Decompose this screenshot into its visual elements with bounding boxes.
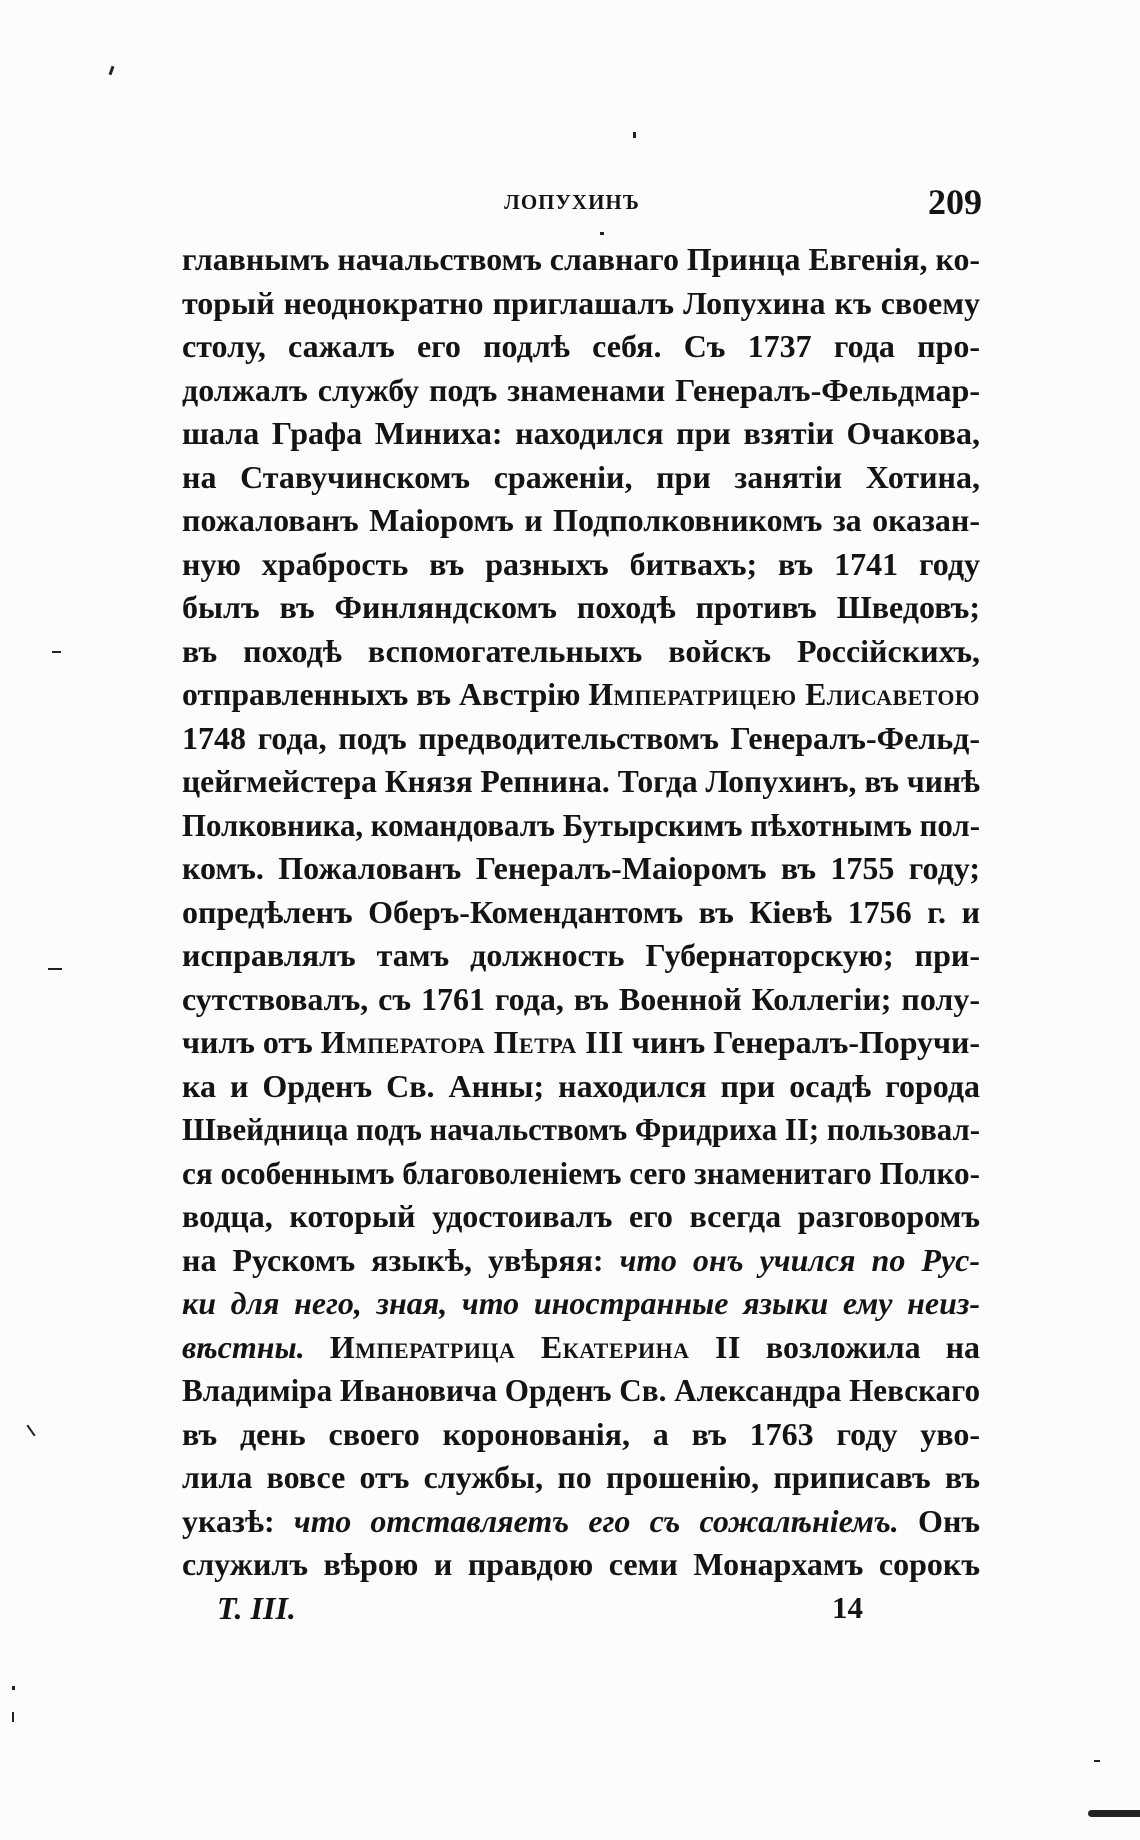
line-text: указѣ: <box>182 1502 275 1539</box>
text-line: въ день своего коронованія, а въ 1763 году уво- <box>182 1415 980 1452</box>
text-line: Владиміра Ивановича Орденъ Св. Александра Невскаго <box>182 1372 980 1408</box>
text-line: былъ въ Финляндскомъ походѣ противъ Шведовъ; <box>182 589 980 625</box>
line-text: возложила на <box>765 1328 981 1365</box>
text-line: опредѣленъ Оберъ-Комендантомъ въ Кіевѣ 1756 г. и <box>182 893 980 930</box>
text-line: водца, который удостоивалъ его всегда разговоромъ <box>182 1198 980 1234</box>
text-line: 1748 года, подъ предводительствомъ Генералъ-Фельд- <box>182 719 980 756</box>
signature-mark: 14 <box>832 1590 863 1625</box>
text-line: шала Графа Миниха: находился при взятіи Очакова, <box>182 415 980 451</box>
text-line: Полковника, командовалъ Бутырскимъ пѣхотнымъ пол- <box>182 806 980 843</box>
text-line: лила вовсе отъ службы, по прошенію, приписавъ въ <box>182 1459 980 1495</box>
text-line: пожалованъ Маіоромъ и Подполковникомъ за оказан- <box>182 502 980 538</box>
volume-mark: Т. III. <box>217 1590 296 1626</box>
text-line: главнымъ начальствомъ славнаго Принца Евгенія, ко- <box>182 241 980 277</box>
scan-speck <box>52 651 61 653</box>
text-line: служилъ вѣрою и правдою семи Монархамъ сорокъ <box>182 1546 980 1582</box>
line-text: чинъ Генералъ-Поручи- <box>631 1024 980 1060</box>
smallcaps-name: Императрица Екатерина II <box>329 1328 741 1365</box>
text-line: ся особеннымъ благоволеніемъ сего знаменитаго Полко- <box>182 1154 980 1191</box>
text-line: сутствовалъ, съ 1761 года, въ Военной Коллегіи; полу- <box>182 980 980 1017</box>
text-line <box>182 673 980 717</box>
scan-speck <box>1088 1810 1140 1817</box>
text-line <box>182 1500 980 1544</box>
scan-speck <box>600 232 604 235</box>
text-line: цейгмейстера Князя Репнина. Тогда Лопухинъ, въ чинѣ <box>182 763 980 799</box>
emphasis-text: что онъ учился по Рус- <box>619 1241 980 1278</box>
text-line <box>182 1239 980 1283</box>
scan-speck <box>109 66 115 75</box>
text-line <box>182 1021 978 1065</box>
emphasis-text: что отставляетъ его съ сожалѣніемъ. <box>293 1502 899 1539</box>
body-text <box>182 238 980 1587</box>
text-line: ка и Орденъ Св. Анны; находился при осадѣ города <box>182 1067 980 1104</box>
text-line: торый неоднократно приглашалъ Лопухина къ своему <box>182 284 980 321</box>
text-line: исправлялъ тамъ должность Губернаторскую; при- <box>182 937 980 973</box>
text-line: ную храбрость въ разныхъ битвахъ; въ 1741 году <box>182 545 980 582</box>
scan-speck <box>1094 1760 1100 1762</box>
text-line: на Ставучинскомъ сраженіи, при занятіи Хотина, <box>182 458 980 495</box>
text-line: Швейдница подъ начальствомъ Фридриха II; пользовал- <box>182 1111 980 1147</box>
smallcaps-name: Императора Петра III <box>320 1024 624 1060</box>
line-text: чилъ отъ <box>182 1024 313 1060</box>
text-line <box>182 1326 980 1370</box>
scan-speck <box>26 1425 35 1437</box>
emphasis-text: вѣстны. <box>182 1328 305 1365</box>
text-line: столу, сажалъ его подлѣ себя. Съ 1737 года про- <box>182 328 980 364</box>
page-number: 209 <box>928 182 982 222</box>
scan-speck <box>633 132 636 138</box>
scan-speck <box>12 1712 14 1722</box>
text-line: ки для него, зная, что иностранные языки ему неиз- <box>182 1285 980 1321</box>
line-text: на Рускомъ языкѣ, увѣряя: <box>182 1241 604 1278</box>
smallcaps-name: Императрицею Елисаветою <box>588 676 980 712</box>
running-title: ЛОПУХИНЪ <box>504 190 640 214</box>
line-text: Онъ <box>918 1502 981 1539</box>
line-text: отправленныхъ въ Австрію <box>182 676 581 712</box>
scan-speck <box>12 1686 15 1690</box>
text-line: въ походѣ вспомогательныхъ войскъ Россійскихъ, <box>182 632 980 669</box>
text-line: комъ. Пожалованъ Генералъ-Маіоромъ въ 1755 году; <box>182 850 980 886</box>
text-line: должалъ службу подъ знаменами Генералъ-Фельдмар- <box>182 371 980 408</box>
scan-speck <box>48 968 62 970</box>
